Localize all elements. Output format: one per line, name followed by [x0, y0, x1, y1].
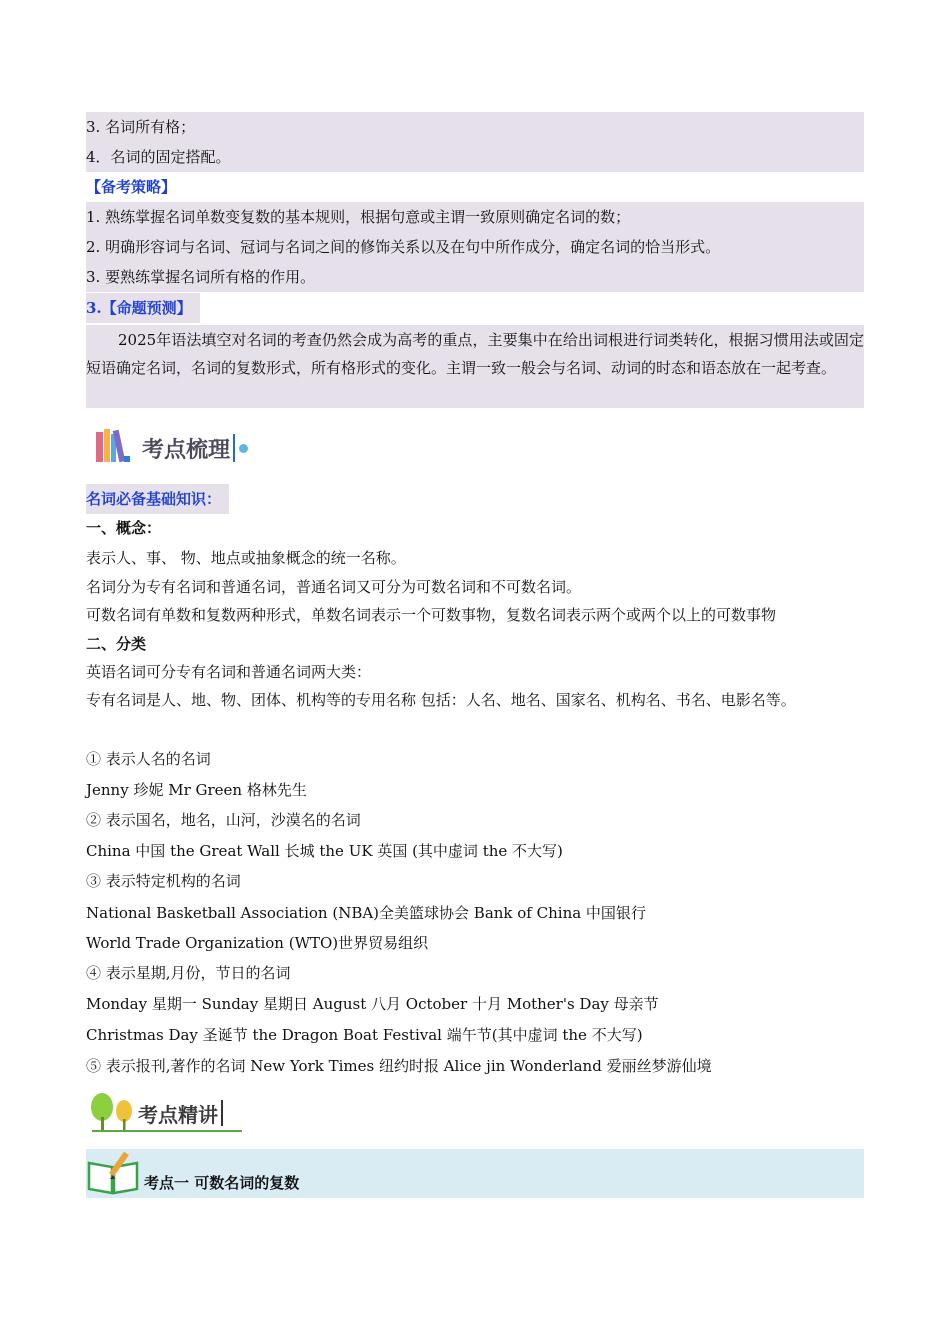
- strategy-heading-text: 【备考策略】: [86, 178, 177, 196]
- kaodian-jingjiang-banner: [88, 1092, 242, 1138]
- subheading: 一、概念：: [86, 519, 162, 537]
- books-icon: [94, 426, 142, 470]
- open-book-pencil-icon: [86, 1149, 140, 1199]
- subheading: 二、分类: [86, 635, 147, 653]
- list-item: ② 表示国名，地名，山河，沙漠名的名词: [86, 811, 361, 829]
- underline: [92, 1130, 242, 1132]
- predict-heading: [86, 293, 864, 323]
- trees-icon: [88, 1091, 138, 1139]
- strategy-heading: [86, 172, 864, 202]
- list-item: 3. 要熟练掌握名词所有格的作用。: [86, 262, 864, 292]
- banner-title: 考点精讲: [138, 1102, 218, 1127]
- kaodian-title-row: [86, 1149, 299, 1198]
- list-item: ① 表示人名的名词: [86, 750, 211, 768]
- banner-title: 考点梳理: [142, 437, 231, 463]
- example-line: Jenny 珍妮 Mr Green 格林先生: [86, 781, 307, 799]
- dot-icon: [239, 444, 248, 453]
- list-item: ⑤ 表示报刊,著作的名词 New York Times 纽约时报 Alice jin Wonderland 爱丽丝梦游仙境: [86, 1057, 712, 1075]
- list-item: 4．名词的固定搭配。: [86, 142, 864, 172]
- predict-paragraph: 2025年语法填空对名词的考查仍然会成为高考的重点，主要集中在给出词根进行词类转化，根据习惯用法或固定短语确定名词，名词的复数形式，所有格形式的变化。主谓一致一般会与名词、动词的时态和语态放在一起考查。: [86, 325, 864, 408]
- example-line: Monday 星期一 Sunday 星期日 August 八月 October 十月 Mother's Day 母亲节: [86, 995, 659, 1013]
- cursor-bar: [233, 434, 235, 462]
- section-heading: [86, 484, 864, 514]
- list-item: ③ 表示特定机构的名词: [86, 872, 241, 890]
- list-item: 2. 明确形容词与名词、冠词与名词之间的修饰关系以及在句中所作成分，确定名词的恰当形式。: [86, 232, 864, 262]
- example-line: National Basketball Association (NBA)全美篮球协会 Bank of China 中国银行: [86, 904, 646, 922]
- predict-heading-text: 3.【命题预测】: [86, 293, 200, 323]
- text-line: 名词分为专有名词和普通名词，普通名词又可分为可数名词和不可数名词。: [86, 578, 582, 596]
- example-line: Christmas Day 圣诞节 the Dragon Boat Festival 端午节(其中虚词 the 不大写): [86, 1026, 643, 1044]
- banner2-title-wrap: [138, 1099, 242, 1132]
- section-heading-text: 名词必备基础知识：: [86, 484, 229, 514]
- text-line: 表示人、事、 物、地点或抽象概念的统一名称。: [86, 549, 406, 567]
- list-item: ④ 表示星期,月份，节日的名词: [86, 964, 291, 982]
- example-line: World Trade Organization (WTO)世界贸易组织: [86, 934, 429, 952]
- banner2-title-row: [138, 1099, 242, 1128]
- kaodian-shuli-banner: [94, 426, 248, 470]
- kaodian-title: 考点一 可数名词的复数: [144, 1174, 300, 1192]
- text-line: 可数名词有单数和复数两种形式，单数名词表示一个可数事物，复数名词表示两个或两个以上的可数事物: [86, 606, 777, 624]
- example-line: China 中国 the Great Wall 长城 the UK 英国 (其中虚词 the 不大写): [86, 842, 563, 860]
- cursor-bar: [221, 1100, 223, 1126]
- text-paragraph: 专有名词是人、地、物、团体、机构等的专用名称 包括：人名、地名、国家名、机构名、书名、电影名等。: [86, 691, 796, 709]
- list-item: 3. 名词所有格；: [86, 112, 864, 142]
- text-line: 英语名词可分专有名词和普通名词两大类：: [86, 663, 372, 681]
- list-item: 1. 熟练掌握名词单数变复数的基本规则，根据句意或主谓一致原则确定名词的数；: [86, 202, 864, 232]
